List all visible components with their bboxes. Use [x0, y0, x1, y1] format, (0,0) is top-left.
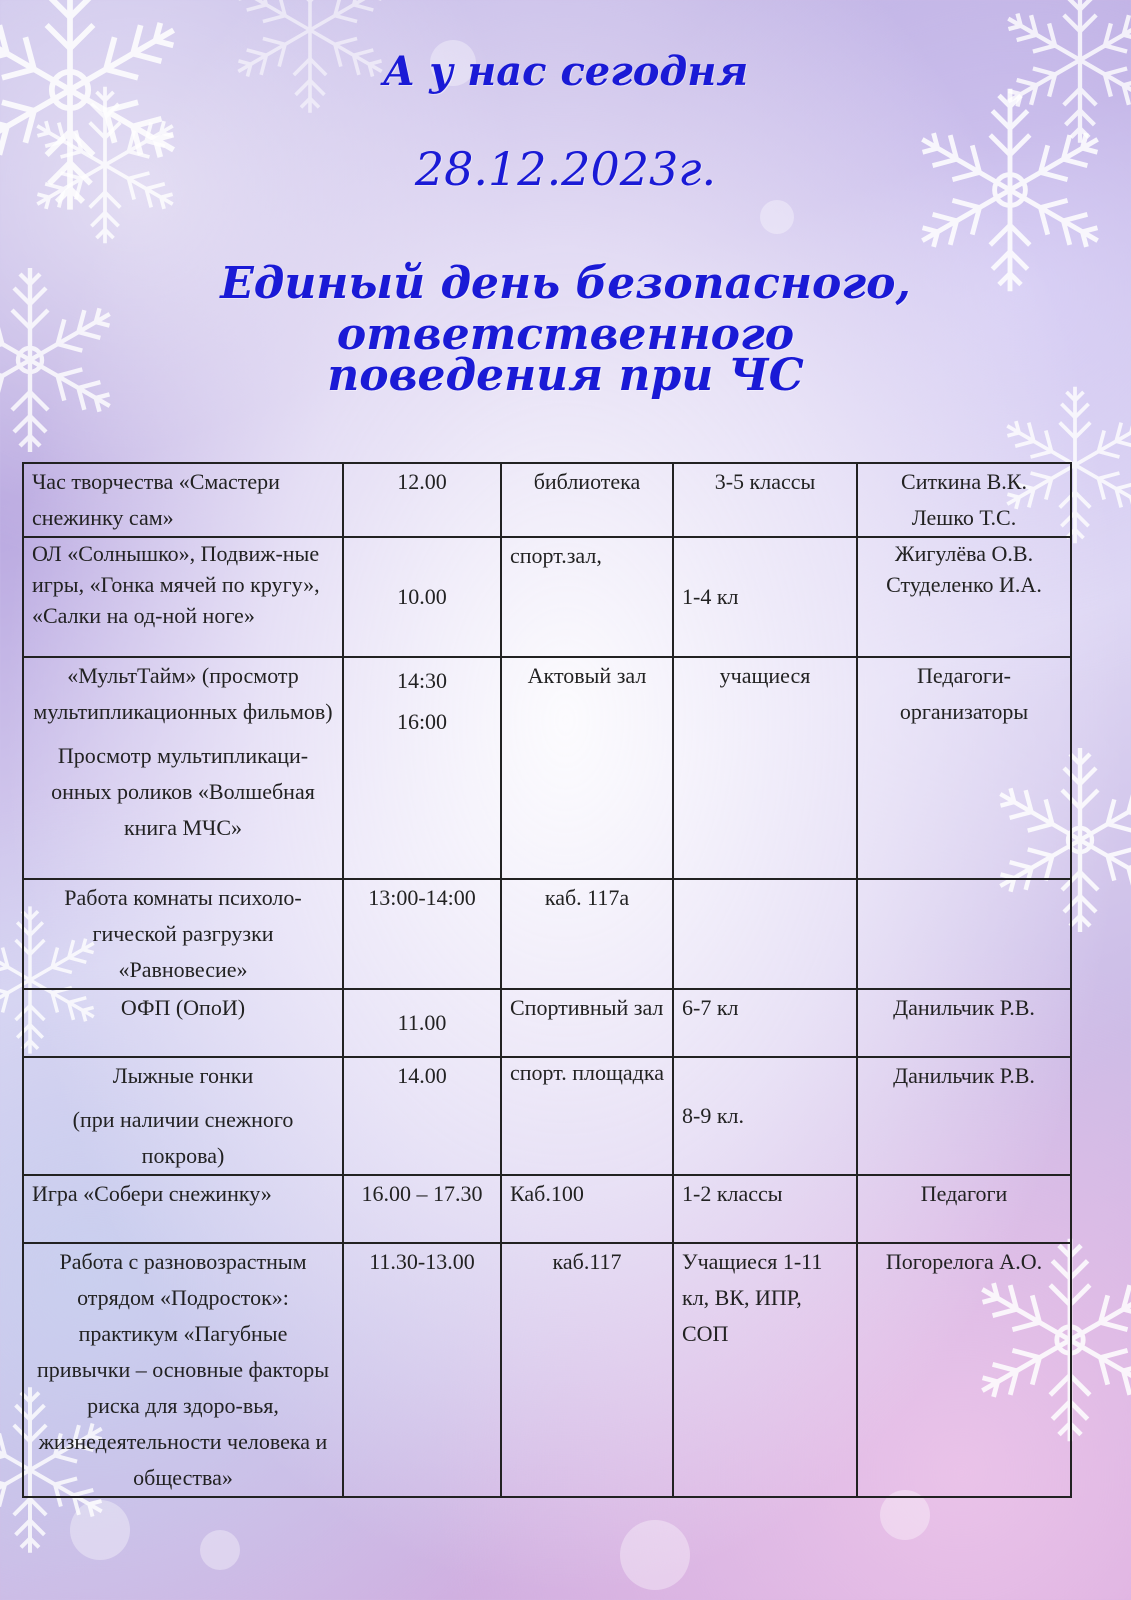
event-cell: ОЛ «Солнышко», Подвиж-ные игры, «Гонка мячей по кругу», «Салки на од-ной ноге»	[23, 537, 343, 657]
time-cell: 11.30-13.00	[343, 1243, 501, 1497]
bokeh-light	[70, 1500, 130, 1560]
title-line-1: А у нас сегодня	[382, 48, 749, 95]
event-cell: ОФП (ОпоИ)	[23, 989, 343, 1057]
participants-cell: Учащиеся 1-11 кл, ВК, ИПР, СОП	[673, 1243, 857, 1497]
participants-cell: 1-4 кл	[673, 537, 857, 657]
title-line-4: поведения при ЧС	[327, 350, 804, 401]
place-cell: спорт. площадка	[501, 1057, 673, 1175]
event-cell: Работа комнаты психоло-гической разгрузки «Равновесие»	[23, 879, 343, 989]
lead-cell: Жигулёва О.В. Студеленко И.А.	[857, 537, 1071, 657]
participants-cell: 3-5 классы	[673, 463, 857, 537]
event-cell: Работа с разновозрастным отрядом «Подросток»: практикум «Пагубные привычки – основные факторы риска для здоро-вья, жизнедеятельности человека и общества»	[23, 1243, 343, 1497]
time-cell: 16.00 – 17.30	[343, 1175, 501, 1243]
lead-cell: Погорелога А.О.	[857, 1243, 1071, 1497]
event-cell: Игра «Собери снежинку»	[23, 1175, 343, 1243]
lead-cell: Данильчик Р.В.	[857, 1057, 1071, 1175]
table-row	[23, 657, 1071, 879]
bokeh-light	[200, 1530, 240, 1570]
lead-cell: Данильчик Р.В.	[857, 989, 1071, 1057]
participants-cell	[673, 879, 857, 989]
place-cell: Каб.100	[501, 1175, 673, 1243]
participants-cell: 1-2 классы	[673, 1175, 857, 1243]
time-cell: 11.00	[343, 989, 501, 1057]
place-cell: каб. 117а	[501, 879, 673, 989]
place-cell: каб.117	[501, 1243, 673, 1497]
event-cell: «МультТайм» (просмотр мультипликационных фильмов) Просмотр мультипликаци-онных роликов «Волшебная книга МЧС»	[23, 657, 343, 879]
table-row	[23, 463, 1071, 537]
table-row	[23, 879, 1071, 989]
table-row	[23, 1243, 1071, 1497]
participants-cell: 6-7 кл	[673, 989, 857, 1057]
participants-cell: 8-9 кл.	[673, 1057, 857, 1175]
table-row	[23, 989, 1071, 1057]
bokeh-light	[620, 1520, 690, 1590]
title-line-3: Единый день безопасного, ответственного	[220, 258, 911, 360]
time-cell: 10.00	[343, 537, 501, 657]
table-row	[23, 1057, 1071, 1175]
place-cell: Спортивный зал	[501, 989, 673, 1057]
schedule-table	[22, 462, 1072, 1498]
lead-cell: Педагоги-организаторы	[857, 657, 1071, 879]
lead-cell	[857, 879, 1071, 989]
place-cell: спорт.зал,	[501, 537, 673, 657]
place-cell: библиотека	[501, 463, 673, 537]
participants-cell: учащиеся	[673, 657, 857, 879]
bokeh-light	[760, 200, 794, 234]
table-row	[23, 1175, 1071, 1243]
lead-cell: Педагоги	[857, 1175, 1071, 1243]
title-date: 28.12.2023г.	[414, 142, 717, 196]
time-cell: 14:30 16:00	[343, 657, 501, 879]
time-cell: 12.00	[343, 463, 501, 537]
time-cell: 14.00	[343, 1057, 501, 1175]
time-cell: 13:00-14:00	[343, 879, 501, 989]
lead-cell: Ситкина В.К. Лешко Т.С.	[857, 463, 1071, 537]
event-cell: Час творчества «Смастери снежинку сам»	[23, 463, 343, 537]
event-cell: Лыжные гонки (при наличии снежного покрова)	[23, 1057, 343, 1175]
place-cell: Актовый зал	[501, 657, 673, 879]
table-row	[23, 537, 1071, 657]
